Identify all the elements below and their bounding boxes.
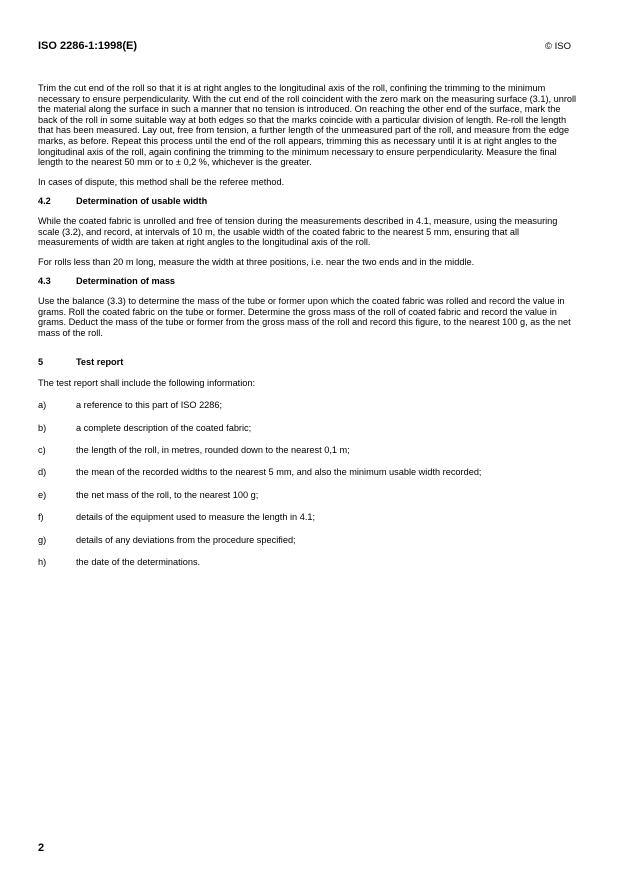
list-item bbox=[38, 490, 578, 501]
section-title: Test report bbox=[76, 357, 124, 368]
section-number: 5 bbox=[38, 357, 44, 368]
paragraph-trim-procedure: Trim the cut end of the roll so that it is at right angles to the longitudinal axis of the roll, confining the trimming to the minimum necessary to ensure perpendicularity. With the cut end of the roll coincident with the zero mark on the measuring surface (3.1), unroll the material along the surface in such a manner that no tension is introduced. On reaching the other end of the surface, mark the back of the roll in some suitable way at both edges so that the marks coincide with a particular division of length. Re-roll the length that has been measured. Lay out, free from tension, a further length of the unmeasured part of the roll, and measure from the edge marks, as before. Repeat this process until the end of the roll appears, trimming this as necessary until it is at right angles to the longitudinal axis of the roll, again confining the trimming to the minimum necessary to ensure perpendicularity. Measure the final length to the nearest 50 mm or to ± 0,2 %, whichever is the greater. bbox=[38, 83, 577, 168]
section-number: 4.2 bbox=[38, 196, 51, 207]
section-heading-4-3 bbox=[38, 276, 578, 287]
list-item-label: g) bbox=[38, 534, 47, 545]
copyright-notice: © ISO bbox=[544, 41, 571, 52]
list-item-label: h) bbox=[38, 557, 47, 567]
list-item-label: c) bbox=[38, 445, 46, 456]
section-heading-4-2 bbox=[38, 196, 578, 207]
list-item bbox=[38, 400, 578, 411]
list-item-label: e) bbox=[38, 489, 47, 500]
section-title: Determination of usable width bbox=[76, 196, 208, 207]
section-heading-5 bbox=[38, 357, 578, 368]
list-item bbox=[38, 535, 578, 546]
paragraph-mass: Use the balance (3.3) to determine the mass of the tube or former upon which the coated fabric was rolled and record the value in grams. Roll the coated fabric on the tube or former. Determine the gross mass of the roll of coated fabric and record the value in grams. Deduct the mass of the tube or former from the gross mass of the roll and record this figure, to the nearest 100 g, as the net mass of the roll. bbox=[38, 295, 571, 338]
list-item-text: the net mass of the roll, to the nearest 100 g; bbox=[76, 489, 259, 500]
section-number: 4.3 bbox=[38, 276, 51, 287]
list-item-label: f) bbox=[38, 512, 44, 523]
paragraph-referee-method: In cases of dispute, this method shall be the referee method. bbox=[38, 176, 285, 187]
standard-id: ISO 2286-1:1998(E) bbox=[38, 40, 138, 52]
list-item-text: the length of the roll, in metres, rounded down to the nearest 0,1 m; bbox=[76, 445, 350, 456]
page-number: 2 bbox=[38, 842, 45, 854]
list-item bbox=[38, 557, 578, 568]
list-item-text: details of the equipment used to measure the length in 4.1; bbox=[76, 512, 316, 523]
section-title: Determination of mass bbox=[76, 276, 176, 287]
list-item bbox=[38, 423, 578, 434]
list-item-text: details of any deviations from the procedure specified; bbox=[76, 534, 296, 545]
paragraph-report-intro: The test report shall include the following information: bbox=[38, 377, 256, 388]
list-item-label: d) bbox=[38, 467, 47, 478]
list-item bbox=[38, 445, 578, 456]
list-item-label: a) bbox=[38, 400, 47, 411]
list-item bbox=[38, 467, 578, 478]
paragraph-usable-width: While the coated fabric is unrolled and free of tension during the measurements described in 4.1, measure, using the measuring scale (3.2), and record, at intervals of 10 m, the usable width of the coated fabric to the nearest 5 mm, ensuring that all measurements of width are taken at right angles to the longitudinal axis of the roll. bbox=[38, 215, 558, 248]
paragraph-short-rolls: For rolls less than 20 m long, measure the width at three positions, i.e. near the two ends and in the middle. bbox=[38, 256, 475, 267]
list-item-text: the mean of the recorded widths to the nearest 5 mm, and also the minimum usable width recorded; bbox=[76, 467, 482, 478]
document-body bbox=[38, 83, 578, 579]
list-item-text: a complete description of the coated fabric; bbox=[76, 422, 252, 433]
list-item-text: the date of the determinations. bbox=[76, 557, 201, 567]
list-item bbox=[38, 512, 578, 523]
list-item-label: b) bbox=[38, 422, 47, 433]
list-item-text: a reference to this part of ISO 2286; bbox=[76, 400, 223, 411]
